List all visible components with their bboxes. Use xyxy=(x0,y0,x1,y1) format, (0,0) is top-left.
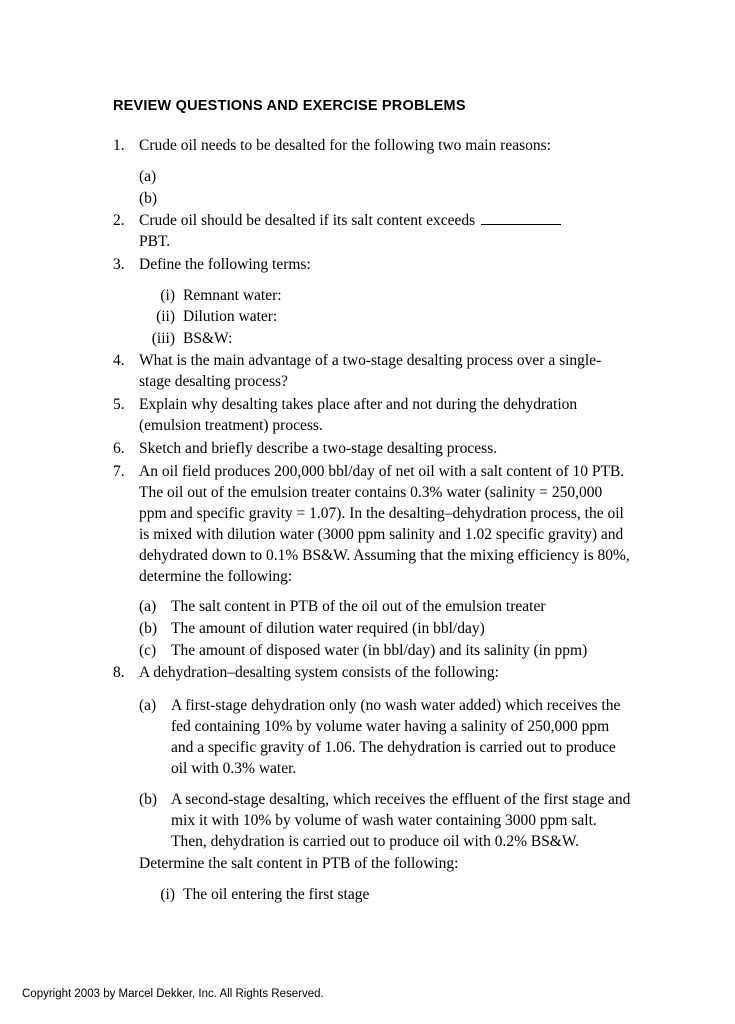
subitem-label: (ii) xyxy=(156,308,175,326)
question-subitem xyxy=(139,307,633,328)
question-text: Sketch and briefly describe a two-stage desalting process. xyxy=(139,439,498,457)
subitem-label: (a) xyxy=(139,167,157,185)
question-text-after-blank: PBT. xyxy=(139,232,171,250)
subitem-text: A first-stage dehydration only (no wash water added) which receives the fed containing 10% by volume water having a salinity of 250,000 ppm and a specific gravity of 1.06. The dehydration is carried out to produce oil with 0.3% water. xyxy=(171,697,621,777)
question-text: An oil field produces 200,000 bbl/day of net oil with a salt content of 10 PTB. The oil out of the emulsion treater contains 0.3% water (salinity = 250,000 ppm and specific gravity = 1.07). In the desalting–dehydration process, the oil is mixed with dilution water (3000 ppm salinity and 1.02 specific gravity) and dehydrated down to 0.1% BS&W. Assuming that the mixing efficiency is 80%, determine the following: xyxy=(139,462,630,585)
question-item xyxy=(113,462,633,588)
question-subitem xyxy=(139,597,633,618)
question-number: 1. xyxy=(113,137,125,154)
subitem-text: The salt content in PTB of the oil out of the emulsion treater xyxy=(171,598,546,616)
question-text: What is the main advantage of a two-stage desalting process over a single-stage desalting process? xyxy=(139,352,602,391)
subitem-text: BS&W: xyxy=(183,330,233,348)
subitem-text: The oil entering the first stage xyxy=(183,885,370,903)
question-item xyxy=(113,255,633,276)
page-title: REVIEW QUESTIONS AND EXERCISE PROBLEMS xyxy=(113,98,466,114)
question-number: 4. xyxy=(113,352,125,370)
subitem-label: (a) xyxy=(139,697,157,715)
subitem-label: (b) xyxy=(139,620,158,638)
question-text: Define the following terms: xyxy=(139,255,311,273)
subitem-text: A second-stage desalting, which receives the effluent of the first stage and mix it with 10% by volume of wash water containing 3000 ppm salt. Then, dehydration is carried out to produce oil with 0.2% BS&W. xyxy=(171,790,631,850)
question-subitem xyxy=(139,790,633,853)
question-trailer-text: Determine the salt content in PTB of the following: xyxy=(139,854,459,872)
question-text: Explain why desalting takes place after and not during the dehydration (emulsion treatment) process. xyxy=(139,396,578,435)
subitem-text: Dilution water: xyxy=(183,308,278,326)
question-text: Crude oil needs to be desalted for the following two main reasons: xyxy=(139,137,551,154)
question-item xyxy=(113,395,633,437)
question-subitem xyxy=(139,329,633,350)
subitem-text: Remnant water: xyxy=(183,286,282,304)
question-number: 5. xyxy=(113,396,125,414)
subitem-label: (i) xyxy=(160,286,175,304)
question-number: 6. xyxy=(113,439,125,457)
question-subitem xyxy=(139,641,633,662)
question-item xyxy=(113,351,633,393)
question-subitem xyxy=(139,619,633,640)
question-number: 7. xyxy=(113,462,125,480)
question-subitem xyxy=(139,696,633,780)
fill-in-blank[interactable] xyxy=(481,212,561,225)
question-item xyxy=(113,211,633,253)
copyright-footer: Copyright 2003 by Marcel Dekker, Inc. All Rights Reserved. xyxy=(22,988,324,1000)
question-number: 8. xyxy=(113,664,125,682)
subitem-label: (a) xyxy=(139,598,157,616)
question-text xyxy=(139,211,633,253)
subitem-label: (b) xyxy=(139,189,158,207)
subitem-label: (b) xyxy=(139,790,158,808)
question-subitem xyxy=(139,885,633,906)
question-number: 2. xyxy=(113,211,125,229)
question-subitem xyxy=(139,167,633,188)
subitem-label: (i) xyxy=(160,885,175,903)
document-content xyxy=(113,98,633,906)
question-item xyxy=(113,439,633,460)
subitem-label: (iii) xyxy=(151,330,175,348)
question-number: 3. xyxy=(113,255,125,273)
subitem-text: The amount of disposed water (in bbl/day) and its salinity (in ppm) xyxy=(171,642,588,660)
question-subitem xyxy=(139,286,633,307)
subitem-text: The amount of dilution water required (in bbl/day) xyxy=(171,620,485,638)
subitem-label: (c) xyxy=(139,642,157,660)
question-text: A dehydration–desalting system consists of the following: xyxy=(139,664,499,682)
question-subitem xyxy=(139,189,633,210)
question-item xyxy=(113,136,633,157)
question-item xyxy=(113,663,633,684)
question-text-before-blank: Crude oil should be desalted if its salt content exceeds xyxy=(139,211,476,229)
